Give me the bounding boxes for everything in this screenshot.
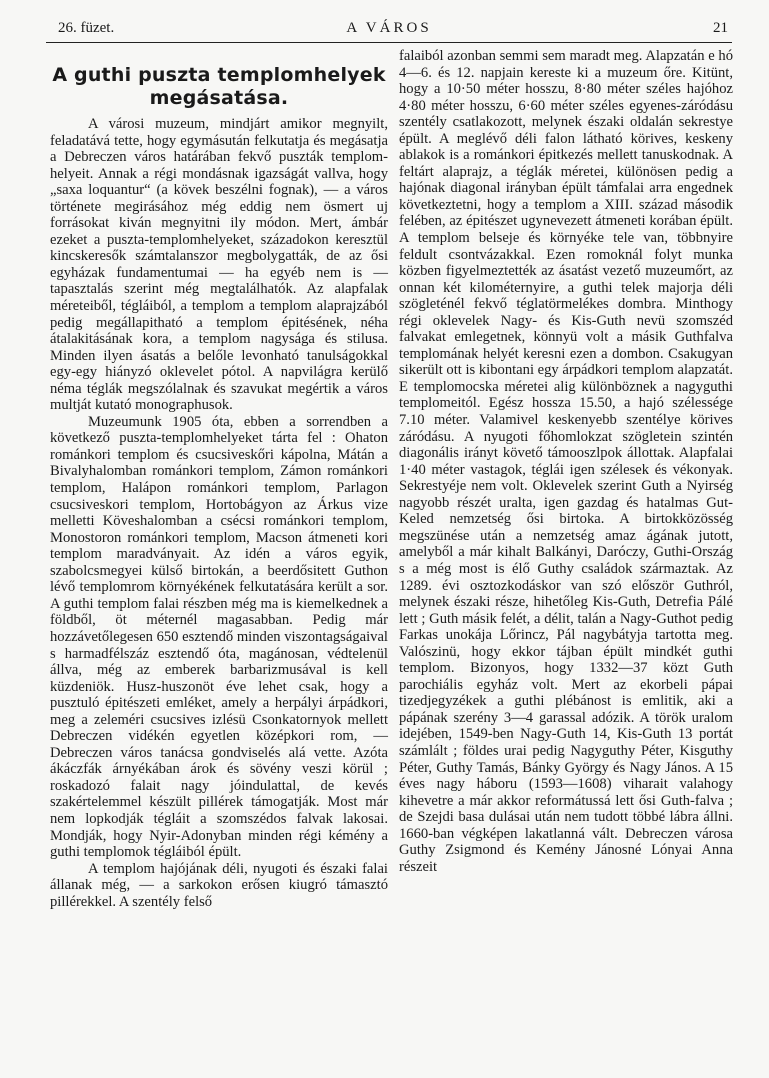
- paragraph: A templom hajójának déli, nyugoti és északi falai állanak még, — a sarkokon erősen kiugró támasztó pillérekkel. A szentély felső: [50, 860, 388, 910]
- running-header: [46, 18, 732, 43]
- issue-number: 26. füzet.: [58, 20, 115, 36]
- article-title: A guthi puszta templomhelyek megásatása.: [52, 64, 386, 109]
- page-number: 21: [713, 20, 728, 36]
- publication-title: A VÁROS: [346, 20, 432, 36]
- right-column: [399, 48, 733, 875]
- left-column: [50, 60, 388, 910]
- paragraph: A városi muzeum, mindjárt amikor megnyilt, feladatává tette, hogy egymásután felkutatja és megásatja a Debreczen város határában fekvő puszták templom-helyeit. Annak a régi mondásnak igazságát vallva, hogy „saxa loquantur“ (a kövek beszélni fognak), — a város története megirásához még eddig nem ösmert uj forrásokat kiván megnyitni ily módon. Mert, ámbár ezeket a puszta-templomhelyeket, századokon keresztül kincskeresők számtalanszor megbolygatták, de az ősi egyházak fundamentumai — ha egyéb nem is — tapasztalás szerint még megtalálhatók. Az alapfalak méreteiből, tégláiból, a templom a templom alaprajzából pedig megállapitható a templom épitésének, néha átalakitásának kora, a templom nagysága és stilusa. Minden ilyen ásatás a belőle levonható tanulságokkal egy-egy hiányzó oklevelet pótol. A napvilágra kerülő néma téglák megszólalnak és szavukat megértik a város multját kutató monographusok.: [50, 116, 388, 414]
- paragraph: Muzeumunk 1905 óta, ebben a sorrendben a következő puszta-templomhelyeket tárta fel : Ohaton románkori templom és csucsiveskőri kápolna, Mátán a Bivalyhalomban románkori templom, Zámon románkori templom, Halápon románkori templom, Parlagon csucsiveskori templom, Hortobágyon az Árkus vize melletti Köveshalomban a csécsi románkori templom, Monostoron románkori templom, Macson átmeneti kori templom maradványait. Az idén a város egyik, szabolcsmegyei külső birtokán, a beerdősitett Guthon lévő templomrom környékének felkutatására került a sor. A guthi templom falai részben még ma is kiemelkednek a földből, öt méternél magasabban. Pedig már hozzávetőlegesen 650 esztendő minden viszontagságaival s harmadfélszáz esztendő óta, magánosan, védtelenül állva, még az emberek barbarizmusával is kell küzdeniök. Husz-huszonöt éve lehet csak, hogy a pusztuló épitészeti emléket, amely a herpályi árpádkori, meg a zeleméri csucsives izlésü Csonkatornyok mellett Debreczen vidékén egyetlen középkori rom, — Debreczen város tanácsa gondviselés alá vette. Azóta ákáczfák árnyékában árok és sövény veszi körül ; roskadozó falait nagy jóindulattal, de kevés szakértelemmel készült pillérek támogatják. Most már nem lopkodják tégláit a szomszédos falvak lakosai. Mondják, hogy Nyir-Adonyban minden régi kémény a guthi templomok tégláiból épült.: [50, 413, 388, 861]
- paragraph: falaiból azonban semmi sem maradt meg. Alapzatán e hó 4—6. és 12. napjain kereste ki a muzeum őre. Kitünt, hogy a 10·50 méter hosszu, 8·80 méter széles hajóhoz 4·80 méter hosszu, 6·60 méter széles egyenes-záródásu szentély csatlakozott, melynek északi oldalán sekrestye épült. A meglévő déli falon látható körives, keskeny ablakok is a románkori épitkezés mellett tanuskodnak. A feltárt alaprajz, a téglák méretei, különösen pedig a hajónak diagonal irányban épült támfalai arra engednek következtetni, hogy a templom a XIII. század második felében, az épitészet ugynevezett átmeneti korában épült. A templom belseje és környéke tele van, többnyire feldult csontvázakkal. Ezen romoknál folyt munka közben figyelmeztették az ásatást vezető muzeumőrt, az onnan két kilométernyire, a guthi telek majorja déli szögleténél fekvő téglatörmelékes dombra. Minthogy régi oklevelek Nagy- és Kis-Guth nevü szomszéd falvakat emlegetnek, könnyü volt a másik Guthfalva templomának helyét keresni ezen a dombon. Csakugyan sikerült ott is kibontani egy árpádkori templom alapzatát. E templomocska méretei alig különböznek a nagyguthi templomeitól. Egész hossza 15.50, a hajó szélessége 7.10 méter. Valamivel keskenyebb szentélye körives záródásu. A nyugoti főhomlokzat szögletein szintén diagonális irányt követő támooszlpok állottak. Alapfalai 1·40 méter vastagok, téglái igen szélesek és vékonyak. Sekrestyéje nem volt. Oklevelek szerint Guth a Nyirség nagyobb részét uralta, igen gazdag és hatalmas Gut-Keled nemzetség ősi birtoka. A birtokközösség megszünése után a nemzetség amaz ágának jutott, amelyből a már kihalt Balkányi, Daróczy, Guthi-Ország s a még most is élő Guthy családok származtak. Az 1289. évi osztozkodáskor van szó először Guthról, melynek északi része, hihetőleg Kis-Guth, Detrefia Pálé lett ; Guth másik felét, a délit, talán a Nagy-Guthot pedig Farkas unokája Lőrincz, Pál nagybátyja tartotta meg. Valószinü, hogy ekkor tájban épült mindkét guthi templom. Bizonyos, hogy 1332—37 közt Guth parochiális egyház volt. Mert az ekorbeli pápai tizedjegyzékek a guthi plébánost is emlitik, aki a pápának szerény 3—4 garassal adózik. A török uralom idejében, 1549-ben Nagy-Guth 14, Kis-Guth 13 portát számlált ; földes urai pedig Nagyguthy Péter, Kisguthy Péter, Guthy Tamás, Bánky György és Nagy János. A 15 éves nagy háboru (1593—1608) viharait valahogy kihevetre a már akkor reformátussá lett ősi Guth-falva ; de Szejdi basa dulásai után nem tudott többé lábra állni. 1660-ban végképen lakatlanná vált. Debreczen városa Guthy Zsigmond és Kemény Jánosné Lónyai Anna részeit: [399, 48, 733, 875]
